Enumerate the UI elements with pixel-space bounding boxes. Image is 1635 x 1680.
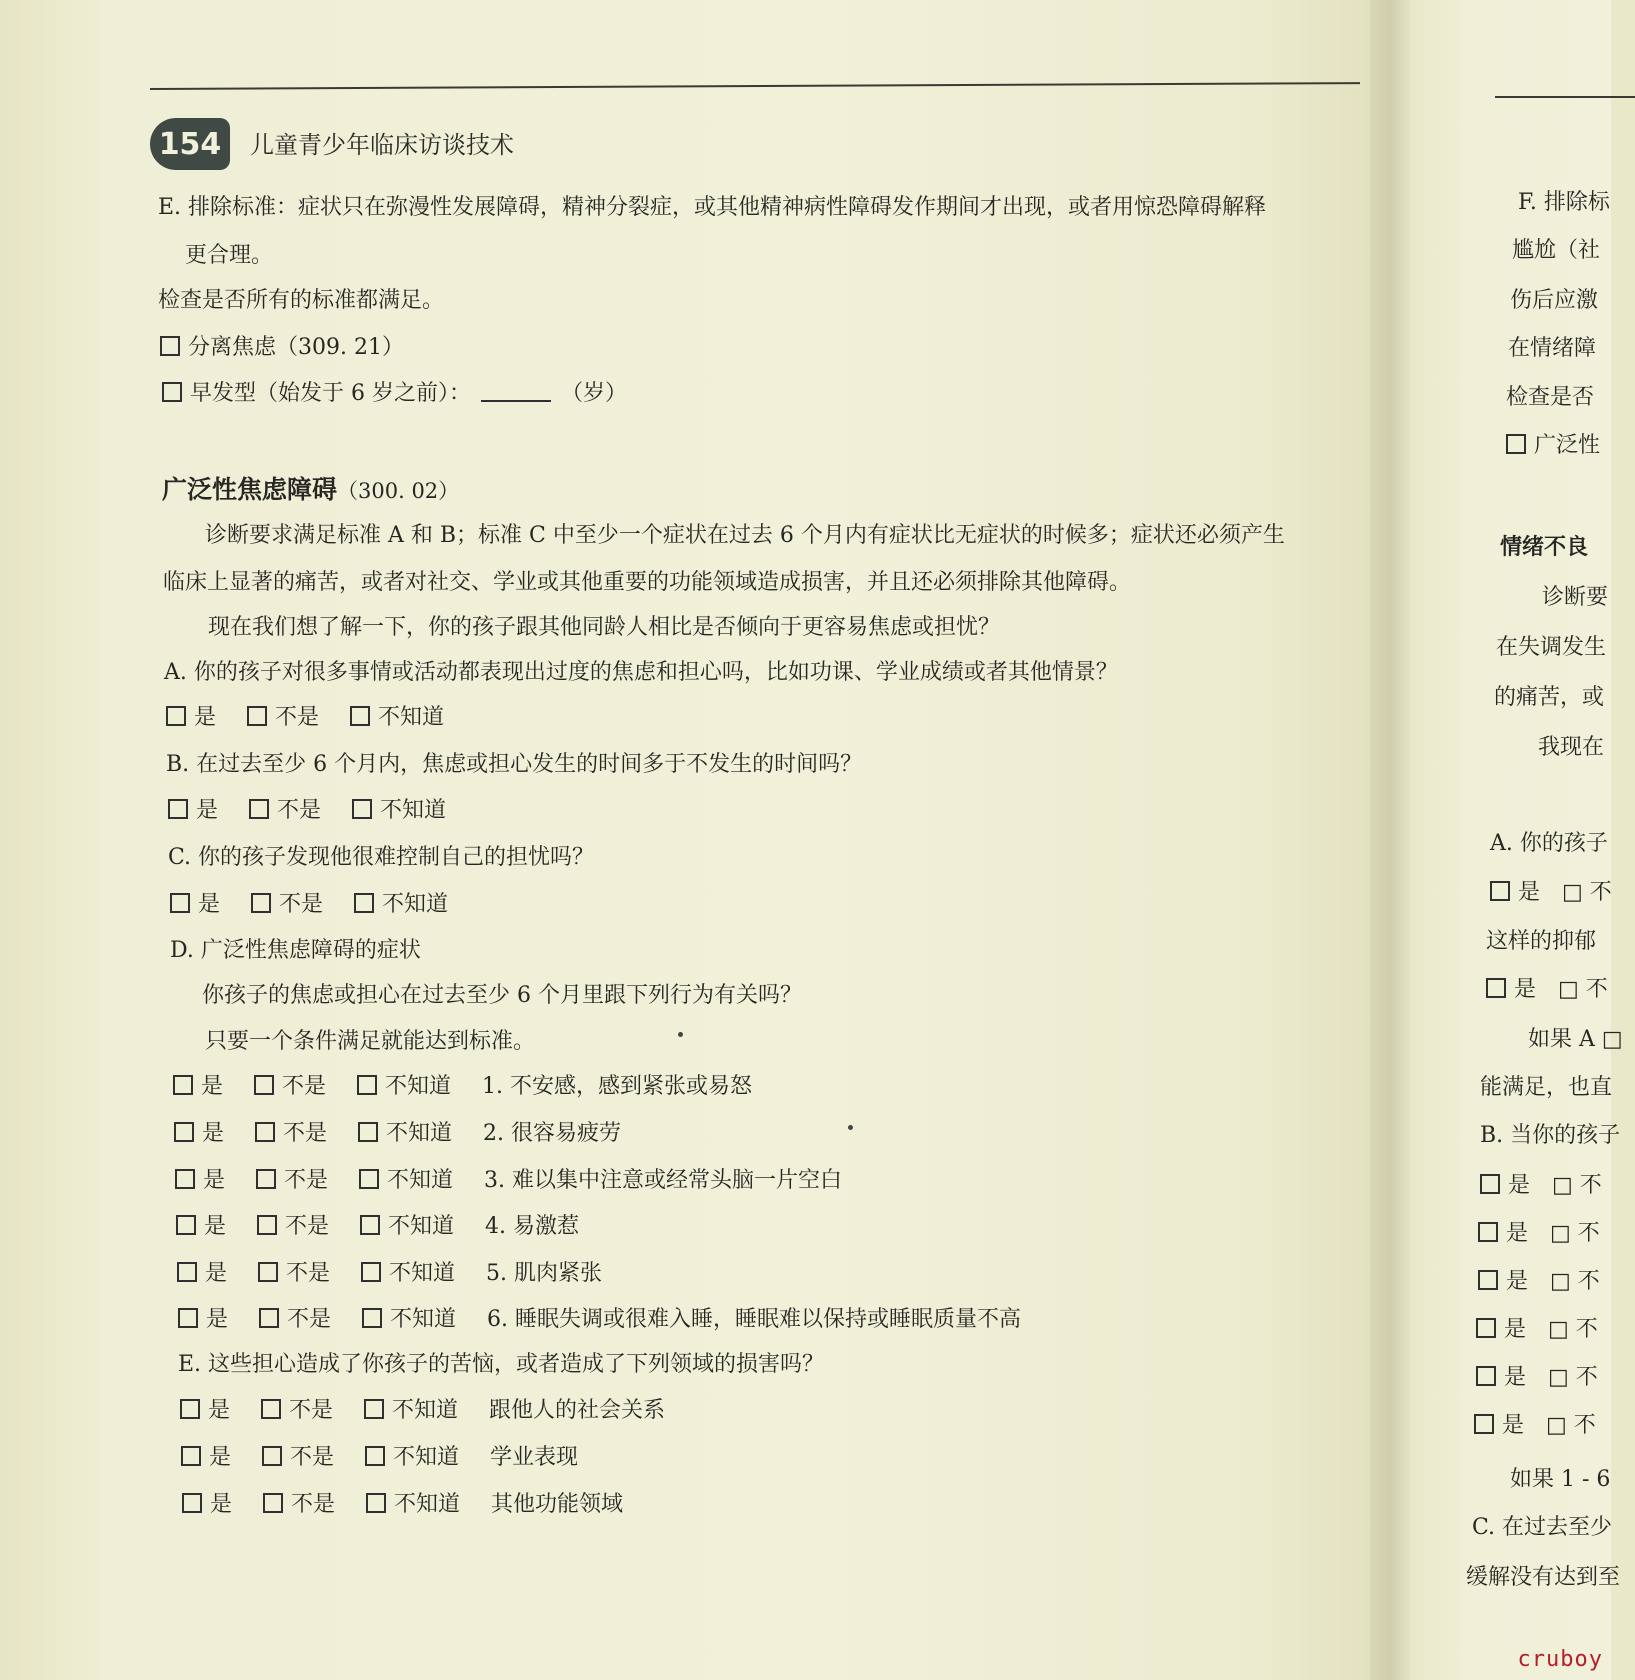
answer-label: 是 bbox=[206, 1307, 229, 1332]
fragment-text: 是 □ 不 bbox=[1508, 1173, 1602, 1198]
domain-label: 跟他人的社会关系 bbox=[489, 1398, 666, 1423]
answer-no[interactable] bbox=[258, 1256, 330, 1287]
right-page bbox=[1410, 0, 1623, 1680]
checkbox[interactable] bbox=[359, 1169, 379, 1189]
checkbox[interactable] bbox=[366, 1493, 386, 1513]
answer-unknown[interactable] bbox=[358, 1116, 452, 1147]
checkbox[interactable] bbox=[361, 1262, 381, 1282]
answer-label: 不知道 bbox=[387, 1168, 454, 1193]
answer-unknown[interactable] bbox=[352, 793, 446, 824]
answer-label: 是 bbox=[203, 1168, 226, 1193]
right-fragment: C. 在过去至少 bbox=[1472, 1515, 1613, 1540]
checkbox[interactable] bbox=[249, 799, 269, 819]
answer-label: 是 bbox=[202, 1121, 225, 1146]
right-fragment: F. 排除标 bbox=[1518, 190, 1610, 215]
answer-row-a bbox=[166, 700, 468, 731]
checkbox[interactable] bbox=[362, 1308, 382, 1328]
right-fragment-answer bbox=[1478, 1264, 1600, 1295]
answer-label: 不知道 bbox=[378, 705, 445, 730]
right-fragment: 我现在 bbox=[1538, 735, 1605, 760]
right-fragment: 检查是否 bbox=[1506, 385, 1595, 410]
answer-label: 是 bbox=[205, 1261, 228, 1286]
domain-label: 其他功能领域 bbox=[491, 1492, 624, 1517]
right-fragment-answer bbox=[1476, 1312, 1598, 1343]
domain-row-3 bbox=[182, 1487, 623, 1518]
right-fragment-answer bbox=[1474, 1408, 1596, 1439]
answer-label: 不是 bbox=[287, 1307, 332, 1332]
checkbox[interactable] bbox=[263, 1493, 283, 1513]
right-fragment-answer bbox=[1490, 875, 1612, 906]
question-b: B. 在过去至少 6 个月内，焦虑或担心发生的时间多于不发生的时间吗？ bbox=[166, 752, 863, 777]
symptom-row-3 bbox=[175, 1163, 842, 1194]
exclusion-criterion: E. 排除标准：症状只在弥漫性发展障碍，精神分裂症，或其他精神病性障碍发作期间才出现，或者用惊恐障碍解释 bbox=[158, 195, 1267, 220]
fragment-text: 广泛性 bbox=[1534, 433, 1601, 458]
checkbox[interactable] bbox=[352, 799, 372, 819]
right-fragment: 能满足，也直 bbox=[1480, 1075, 1613, 1100]
checkbox[interactable] bbox=[354, 893, 374, 913]
answer-label: 不是 bbox=[283, 1121, 328, 1146]
answer-no[interactable] bbox=[263, 1487, 335, 1518]
symptom-label: 2. 很容易疲劳 bbox=[483, 1121, 622, 1146]
symptom-label: 1. 不安感，感到紧张或易怒 bbox=[482, 1074, 753, 1099]
symptom-row-1 bbox=[173, 1069, 752, 1100]
answer-label: 不是 bbox=[277, 798, 322, 823]
answer-yes[interactable] bbox=[173, 1069, 223, 1100]
intro-line-3: 现在我们想了解一下，你的孩子跟其他同龄人相比是否倾向于更容易焦虑或担忧？ bbox=[208, 615, 1001, 640]
answer-unknown[interactable] bbox=[359, 1163, 453, 1194]
right-fragment-answer bbox=[1480, 1168, 1602, 1199]
checkbox[interactable] bbox=[177, 1262, 197, 1282]
domain-label: 学业表现 bbox=[490, 1445, 579, 1470]
checkbox[interactable] bbox=[1478, 1222, 1498, 1242]
checkbox[interactable] bbox=[257, 1215, 277, 1235]
right-fragment: 伤后应激 bbox=[1510, 288, 1599, 313]
right-fragment-heading: 情绪不良 bbox=[1500, 535, 1589, 560]
print-speck bbox=[848, 1125, 853, 1130]
symptom-label: 3. 难以集中注意或经常头脑一片空白 bbox=[484, 1168, 843, 1193]
checkbox[interactable] bbox=[261, 1399, 281, 1419]
question-d: D. 广泛性焦虑障碍的症状 bbox=[170, 938, 421, 963]
symptom-row-2 bbox=[174, 1116, 621, 1147]
checkbox[interactable] bbox=[166, 706, 186, 726]
answer-no[interactable] bbox=[249, 793, 321, 824]
question-e: E. 这些担心造成了你孩子的苦恼，或者造成了下列领域的损害吗？ bbox=[178, 1352, 825, 1377]
checkbox[interactable] bbox=[1480, 1174, 1500, 1194]
dx-option-label: 早发型（始发于 6 岁之前）： bbox=[190, 381, 471, 406]
checkbox[interactable] bbox=[365, 1446, 385, 1466]
checkbox[interactable] bbox=[176, 1215, 196, 1235]
fragment-text: 是 □ 不 bbox=[1506, 1221, 1600, 1246]
checkbox[interactable] bbox=[174, 1122, 194, 1142]
checkbox[interactable] bbox=[168, 799, 188, 819]
answer-label: 是 bbox=[196, 798, 219, 823]
domain-row-2 bbox=[181, 1440, 578, 1471]
right-fragment-checkbox bbox=[1506, 428, 1600, 459]
answer-yes[interactable] bbox=[181, 1440, 231, 1471]
answer-unknown[interactable] bbox=[362, 1302, 456, 1333]
fragment-text: 是 □ 不 bbox=[1504, 1317, 1598, 1342]
right-fragment: A. 你的孩子 bbox=[1490, 831, 1608, 856]
answer-yes[interactable] bbox=[177, 1256, 227, 1287]
right-fragment-answer bbox=[1486, 972, 1608, 1003]
right-fragment: 在情绪障 bbox=[1508, 336, 1597, 361]
symptom-row-4 bbox=[176, 1209, 579, 1240]
answer-label: 不是 bbox=[285, 1214, 330, 1239]
answer-unknown[interactable] bbox=[365, 1440, 459, 1471]
symptom-label: 4. 易激惹 bbox=[485, 1214, 580, 1239]
answer-no[interactable] bbox=[251, 887, 323, 918]
right-fragment: 在失调发生 bbox=[1496, 635, 1607, 660]
right-fragment: B. 当你的孩子 bbox=[1480, 1123, 1621, 1148]
answer-label: 不知道 bbox=[392, 1398, 459, 1423]
checkbox[interactable] bbox=[254, 1075, 274, 1095]
right-fragment-answer bbox=[1476, 1360, 1598, 1391]
answer-no[interactable] bbox=[255, 1116, 327, 1147]
answer-unknown[interactable] bbox=[350, 700, 444, 731]
print-speck bbox=[678, 1032, 683, 1037]
answer-yes[interactable] bbox=[180, 1393, 230, 1424]
answer-label: 是 bbox=[210, 1492, 233, 1517]
dx-option-separation[interactable] bbox=[160, 330, 404, 361]
section-title-text: 广泛性焦虑障碍 bbox=[162, 475, 338, 504]
question-c: C. 你的孩子发现他很难控制自己的担忧吗？ bbox=[168, 845, 595, 870]
checkbox[interactable] bbox=[360, 1215, 380, 1235]
answer-label: 不知道 bbox=[390, 1307, 457, 1332]
fragment-text: 是 □ 不 bbox=[1518, 880, 1612, 905]
answer-no[interactable] bbox=[259, 1302, 331, 1333]
answer-yes[interactable] bbox=[175, 1163, 225, 1194]
checkbox[interactable] bbox=[256, 1169, 276, 1189]
answer-label: 是 bbox=[198, 892, 221, 917]
answer-yes[interactable] bbox=[174, 1116, 224, 1147]
answer-label: 不是 bbox=[291, 1492, 336, 1517]
answer-label: 不是 bbox=[275, 705, 320, 730]
exclusion-criterion-cont: 更合理。 bbox=[185, 243, 274, 268]
check-criteria: 检查是否所有的标准都满足。 bbox=[158, 288, 445, 313]
checkbox[interactable] bbox=[247, 706, 267, 726]
answer-label: 不知道 bbox=[386, 1121, 453, 1146]
answer-label: 不知道 bbox=[394, 1492, 461, 1517]
answer-label: 不是 bbox=[284, 1168, 329, 1193]
right-fragment: 如果 1 - 6 bbox=[1510, 1467, 1611, 1492]
checkbox[interactable] bbox=[1486, 978, 1506, 998]
checkbox[interactable] bbox=[259, 1308, 279, 1328]
age-blank-field[interactable] bbox=[481, 400, 551, 402]
answer-label: 不是 bbox=[289, 1398, 334, 1423]
answer-no[interactable] bbox=[261, 1393, 333, 1424]
right-fragment: 诊断要 bbox=[1542, 585, 1609, 610]
fragment-text: 是 □ 不 bbox=[1502, 1413, 1596, 1438]
checkbox[interactable] bbox=[175, 1169, 195, 1189]
answer-label: 不是 bbox=[286, 1261, 331, 1286]
checkbox[interactable] bbox=[255, 1122, 275, 1142]
answer-label: 不是 bbox=[279, 892, 324, 917]
answer-yes[interactable] bbox=[182, 1487, 232, 1518]
answer-unknown[interactable] bbox=[360, 1209, 454, 1240]
answer-yes[interactable] bbox=[178, 1302, 228, 1333]
checkbox[interactable] bbox=[1476, 1366, 1496, 1386]
checkbox[interactable] bbox=[1474, 1414, 1494, 1434]
answer-row-c bbox=[170, 887, 472, 918]
answer-label: 是 bbox=[194, 705, 217, 730]
answer-yes[interactable] bbox=[170, 887, 220, 918]
right-fragment: 的痛苦，或 bbox=[1494, 685, 1605, 710]
right-header-rule bbox=[1495, 96, 1635, 98]
symptom-row-5 bbox=[177, 1256, 602, 1287]
symptom-label: 5. 肌肉紧张 bbox=[486, 1261, 603, 1286]
section-title bbox=[162, 470, 459, 506]
answer-unknown[interactable] bbox=[357, 1069, 451, 1100]
symptom-row-6 bbox=[178, 1302, 1021, 1333]
question-d-sub2: 只要一个条件满足就能达到标准。 bbox=[205, 1029, 536, 1054]
dx-option-label: 分离焦虑（309. 21） bbox=[188, 335, 404, 360]
domain-row-1 bbox=[180, 1393, 665, 1424]
checkbox[interactable] bbox=[162, 382, 182, 402]
checkbox[interactable] bbox=[358, 1122, 378, 1142]
intro-line-1: 诊断要求满足标准 A 和 B；标准 C 中至少一个症状在过去 6 个月内有症状比无症状的时候多；症状还必须产生 bbox=[205, 523, 1285, 548]
answer-label: 不知道 bbox=[385, 1074, 452, 1099]
answer-unknown[interactable] bbox=[361, 1256, 455, 1287]
checkbox[interactable] bbox=[357, 1075, 377, 1095]
answer-unknown[interactable] bbox=[364, 1393, 458, 1424]
checkbox[interactable] bbox=[180, 1399, 200, 1419]
checkbox[interactable] bbox=[160, 336, 180, 356]
fragment-text: 是 □ 不 bbox=[1506, 1269, 1600, 1294]
answer-label: 是 bbox=[209, 1445, 232, 1470]
right-fragment: 这样的抑郁 bbox=[1486, 929, 1597, 954]
answer-label: 不是 bbox=[290, 1445, 335, 1470]
checkbox[interactable] bbox=[1478, 1270, 1498, 1290]
checkbox[interactable] bbox=[181, 1446, 201, 1466]
section-code: （300. 02） bbox=[337, 479, 460, 503]
answer-row-b bbox=[168, 793, 470, 824]
answer-label: 是 bbox=[204, 1214, 227, 1239]
answer-no[interactable] bbox=[247, 700, 319, 731]
answer-no[interactable] bbox=[256, 1163, 328, 1194]
answer-yes[interactable] bbox=[176, 1209, 226, 1240]
checkbox[interactable] bbox=[1490, 881, 1510, 901]
checkbox[interactable] bbox=[350, 706, 370, 726]
answer-no[interactable] bbox=[262, 1440, 334, 1471]
checkbox[interactable] bbox=[1476, 1318, 1496, 1338]
fragment-text: 是 □ 不 bbox=[1514, 977, 1608, 1002]
question-a: A. 你的孩子对很多事情或活动都表现出过度的焦虑和担心吗，比如功课、学业成绩或者其他情景？ bbox=[164, 660, 1118, 685]
answer-no[interactable] bbox=[254, 1069, 326, 1100]
checkbox[interactable] bbox=[251, 893, 271, 913]
right-fragment: 如果 A □ bbox=[1528, 1027, 1623, 1052]
checkbox[interactable] bbox=[364, 1399, 384, 1419]
right-fragment-answer bbox=[1478, 1216, 1600, 1247]
checkbox[interactable] bbox=[182, 1493, 202, 1513]
answer-unknown[interactable] bbox=[366, 1487, 460, 1518]
fragment-text: 是 □ 不 bbox=[1504, 1365, 1598, 1390]
answer-label: 不知道 bbox=[380, 798, 447, 823]
right-fragment: 缓解没有达到至 bbox=[1466, 1565, 1621, 1590]
answer-yes[interactable] bbox=[168, 793, 218, 824]
right-fragment: 尴尬（社 bbox=[1512, 238, 1601, 263]
answer-label: 不是 bbox=[282, 1074, 327, 1099]
dx-option-early-onset[interactable] bbox=[162, 376, 627, 407]
checkbox[interactable] bbox=[173, 1075, 193, 1095]
answer-yes[interactable] bbox=[166, 700, 216, 731]
answer-label: 是 bbox=[201, 1074, 224, 1099]
answer-label: 不知道 bbox=[393, 1445, 460, 1470]
age-unit: （岁） bbox=[560, 381, 627, 406]
running-title: 儿童青少年临床访谈技术 bbox=[250, 131, 514, 159]
answer-label: 不知道 bbox=[389, 1261, 456, 1286]
question-d-sub1: 你孩子的焦虑或担心在过去至少 6 个月里跟下列行为有关吗？ bbox=[202, 983, 802, 1008]
answer-no[interactable] bbox=[257, 1209, 329, 1240]
checkbox[interactable] bbox=[262, 1446, 282, 1466]
answer-label: 不知道 bbox=[382, 892, 449, 917]
book-gutter bbox=[1370, 0, 1410, 1680]
symptom-label: 6. 睡眠失调或很难入睡，睡眠难以保持或睡眠质量不高 bbox=[487, 1307, 1022, 1332]
checkbox[interactable] bbox=[258, 1262, 278, 1282]
checkbox[interactable] bbox=[1506, 434, 1526, 454]
checkbox[interactable] bbox=[170, 893, 190, 913]
answer-label: 不知道 bbox=[388, 1214, 455, 1239]
watermark-text: cruboy bbox=[1517, 1647, 1603, 1672]
page-number-badge bbox=[150, 118, 230, 170]
page-number: 154 bbox=[158, 126, 222, 162]
answer-label: 是 bbox=[208, 1398, 231, 1423]
checkbox[interactable] bbox=[178, 1308, 198, 1328]
answer-unknown[interactable] bbox=[354, 887, 448, 918]
intro-line-2: 临床上显著的痛苦，或者对社交、学业或其他重要的功能领域造成损害，并且还必须排除其他障碍。 bbox=[163, 570, 1132, 595]
